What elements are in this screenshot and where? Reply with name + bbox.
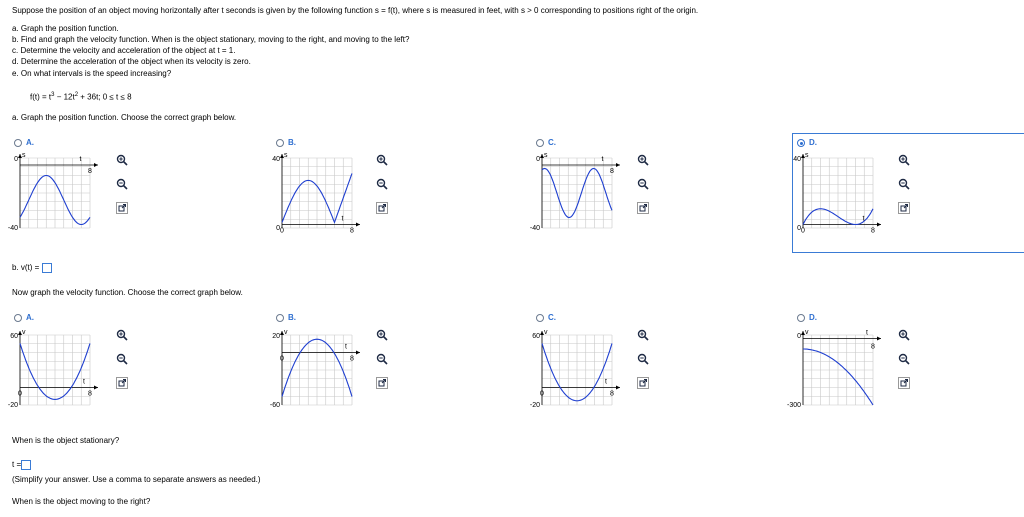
y-axis-label: v <box>22 330 26 336</box>
x-origin-label: 0 <box>540 390 544 398</box>
y-top-label: 40 <box>793 156 801 163</box>
x-tick-label: 8 <box>610 168 614 175</box>
part-b-option-d-zoom-out-icon[interactable] <box>898 353 910 365</box>
part-b-option-b-radio[interactable] <box>276 314 284 322</box>
y-top-label: 60 <box>532 333 540 340</box>
part-a-option-d-graph <box>783 153 893 243</box>
x-tick-label: 8 <box>610 390 614 398</box>
x-origin-label: 0 <box>18 390 22 398</box>
x-axis-arrow <box>94 386 98 390</box>
y-top-label: 60 <box>10 333 18 340</box>
function-exp-3: 3 <box>51 92 55 98</box>
x-axis-arrow <box>616 386 620 390</box>
y-axis-label: v <box>284 330 288 336</box>
part-b-option-c-graph-svg <box>522 330 632 420</box>
part-c-text: c. Determine the velocity and acceleration of the object at t = 1. <box>12 46 236 55</box>
part-e-text: e. On what intervals is the speed increasing? <box>12 69 172 78</box>
function-definition <box>30 90 132 103</box>
x-axis-arrow <box>616 163 620 167</box>
part-a-option-a-zoom-out-icon[interactable] <box>116 178 128 190</box>
part-b-option-c-zoom-in-icon[interactable] <box>637 329 649 341</box>
problem-intro: Suppose the position of an object moving horizontally after t seconds is given by the following function s = f(t), where s is measured in feet, with s > 0 corresponding to positions right of the origin. <box>12 6 699 15</box>
x-tick-label: 8 <box>88 390 92 398</box>
part-b-option-a-graph <box>0 330 110 420</box>
part-a-prompt: a. Graph the position function. Choose the correct graph below. <box>12 113 237 122</box>
x-tick-label: 8 <box>88 168 92 175</box>
y-bottom-label: 0 <box>797 225 801 232</box>
part-a-option-c-radio[interactable] <box>536 139 544 147</box>
part-b-option-a-popout-icon[interactable] <box>116 377 128 389</box>
part-a-option-d-zoom-in-icon[interactable] <box>898 154 910 166</box>
part-a-option-b-radio[interactable] <box>276 139 284 147</box>
y-bottom-label: 0 <box>276 225 280 232</box>
y-axis-label: s <box>544 153 548 159</box>
part-a-text: a. Graph the position function. <box>12 24 119 33</box>
part-b-option-d-zoom-in-icon[interactable] <box>898 329 910 341</box>
x-tick-label: 8 <box>350 227 354 235</box>
function-a: f(t) = t <box>30 92 52 102</box>
part-a-option-b-graph-svg <box>262 153 372 243</box>
function-c: − 12t <box>54 92 75 102</box>
x-axis-arrow <box>877 223 881 227</box>
x-axis-arrow <box>94 163 98 167</box>
part-a-option-c-popout-icon[interactable] <box>637 202 649 214</box>
function-e: + 36t; 0 ≤ t ≤ 8 <box>78 92 132 102</box>
y-axis-label: s <box>284 153 288 159</box>
part-a-option-a-graph-svg <box>0 153 110 243</box>
x-axis-arrow <box>356 223 360 227</box>
part-d-text: d. Determine the acceleration of the object when its velocity is zero. <box>12 57 251 66</box>
part-a-option-c-zoom-out-icon[interactable] <box>637 178 649 190</box>
x-axis-label: t <box>862 215 865 223</box>
x-origin-label: 0 <box>280 355 284 363</box>
part-b-prompt: Now graph the velocity function. Choose the correct graph below. <box>12 288 243 297</box>
x-tick-label: 8 <box>871 227 875 235</box>
y-bottom-label: -300 <box>786 402 801 409</box>
x-origin-label: 0 <box>801 227 805 235</box>
part-b-option-b-graph <box>262 330 372 420</box>
part-b-option-c-popout-icon[interactable] <box>637 377 649 389</box>
x-axis-label: t <box>83 378 85 386</box>
y-top-label: 40 <box>272 156 280 163</box>
part-a-option-c-zoom-in-icon[interactable] <box>637 154 649 166</box>
part-a-option-d-label[interactable]: D. <box>809 138 817 147</box>
x-axis-label: t <box>79 156 82 163</box>
moving-right-question: When is the object moving to the right? <box>12 497 151 506</box>
x-axis-label: t <box>866 330 868 337</box>
y-bottom-label: -40 <box>529 225 540 232</box>
x-tick-label: 8 <box>350 355 354 363</box>
part-a-option-d-popout-icon[interactable] <box>898 202 910 214</box>
part-b-option-d-graph <box>783 330 893 420</box>
part-b-option-d-radio[interactable] <box>797 314 805 322</box>
part-b-option-b-label[interactable]: B. <box>288 313 296 322</box>
part-b-option-b-popout-icon[interactable] <box>376 377 388 389</box>
x-axis-arrow <box>877 337 881 341</box>
x-axis-label: t <box>601 156 604 163</box>
part-a-option-a-label[interactable]: A. <box>26 138 34 147</box>
stationary-answer-row <box>12 460 31 470</box>
part-a-option-b-graph <box>262 153 372 243</box>
y-top-label: 0 <box>14 156 18 163</box>
part-a-option-a-zoom-in-icon[interactable] <box>116 154 128 166</box>
y-axis-label: v <box>544 330 548 336</box>
part-b-option-a-zoom-in-icon[interactable] <box>116 329 128 341</box>
t-label: t = <box>12 460 22 470</box>
part-b-option-c-zoom-out-icon[interactable] <box>637 353 649 365</box>
function-exp-2: 2 <box>74 92 79 98</box>
y-axis-label: s <box>805 153 809 159</box>
x-origin-label: 0 <box>280 227 284 235</box>
part-b-option-d-popout-icon[interactable] <box>898 377 910 389</box>
x-axis-arrow <box>356 351 360 355</box>
part-b-option-b-zoom-in-icon[interactable] <box>376 329 388 341</box>
y-top-label: 20 <box>272 333 280 340</box>
part-b-option-c-label[interactable]: C. <box>548 313 556 322</box>
stationary-hint: (Simplify your answer. Use a comma to separate answers as needed.) <box>12 475 261 484</box>
part-a-option-b-popout-icon[interactable] <box>376 202 388 214</box>
vt-label: b. v(t) = <box>12 263 40 273</box>
part-b-text: b. Find and graph the velocity function. When is the object stationary, moving to the right, and moving to the left? <box>12 35 410 44</box>
part-b-option-a-graph-svg <box>0 330 110 420</box>
part-b-option-d-label[interactable]: D. <box>809 313 817 322</box>
part-a-option-d-zoom-out-icon[interactable] <box>898 178 910 190</box>
y-bottom-label: -20 <box>529 402 540 409</box>
stationary-answer-input[interactable] <box>21 460 31 470</box>
part-b-option-b-zoom-out-icon[interactable] <box>376 353 388 365</box>
part-a-option-a-graph <box>0 153 110 243</box>
part-b-option-a-label[interactable]: A. <box>26 313 34 322</box>
y-bottom-label: -20 <box>7 402 18 409</box>
x-tick-label: 8 <box>871 343 875 351</box>
y-axis-label: s <box>22 153 26 159</box>
part-a-option-b-zoom-in-icon[interactable] <box>376 154 388 166</box>
part-b-option-a-radio[interactable] <box>14 314 22 322</box>
vt-answer-row <box>12 263 52 273</box>
part-a-option-a-popout-icon[interactable] <box>116 202 128 214</box>
part-a-option-a-radio[interactable] <box>14 139 22 147</box>
x-axis-label: t <box>605 378 607 386</box>
y-bottom-label: -60 <box>269 402 280 409</box>
part-a-option-b-zoom-out-icon[interactable] <box>376 178 388 190</box>
part-a-option-c-label[interactable]: C. <box>548 138 556 147</box>
y-bottom-label: -40 <box>7 225 18 232</box>
part-a-option-d-radio[interactable] <box>797 139 805 147</box>
stationary-question: When is the object stationary? <box>12 436 120 445</box>
part-a-option-b-label[interactable]: B. <box>288 138 296 147</box>
part-b-option-a-zoom-out-icon[interactable] <box>116 353 128 365</box>
vt-answer-input[interactable] <box>42 263 52 273</box>
part-b-option-c-graph <box>522 330 632 420</box>
part-a-option-d-graph-svg <box>783 153 893 243</box>
y-axis-label: v <box>805 330 809 336</box>
y-top-label: 0 <box>536 156 540 163</box>
part-b-option-b-graph-svg <box>262 330 372 420</box>
y-top-label: 0 <box>797 333 801 340</box>
part-a-option-c-graph-svg <box>522 153 632 243</box>
x-axis-label: t <box>345 343 347 351</box>
part-b-option-c-radio[interactable] <box>536 314 544 322</box>
part-a-option-c-graph <box>522 153 632 243</box>
part-b-option-d-graph-svg <box>783 330 893 420</box>
x-axis-label: t <box>341 215 344 223</box>
